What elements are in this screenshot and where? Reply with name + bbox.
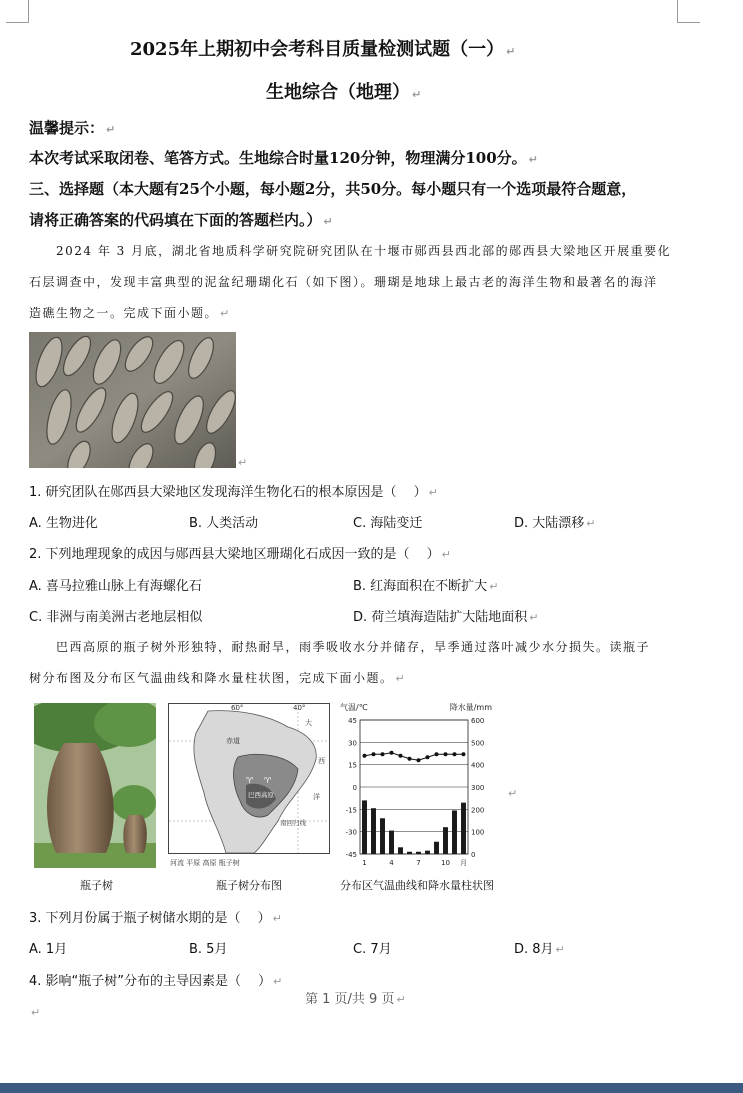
question-4-stem: 4. 影响“瓶子树”分布的主导因素是（ ） ↵ xyxy=(29,974,283,989)
temperature-point xyxy=(426,755,430,759)
chart-right-tick: 600 xyxy=(471,717,485,725)
temperature-point xyxy=(453,752,457,756)
map-label-ocean-1: 大 xyxy=(305,719,312,727)
chart-right-axis-label: 降水量/mm xyxy=(449,703,492,712)
section-heading-line2: 请将正确答案的代码填在下面的答题栏内。） ↵ xyxy=(29,211,333,229)
map-label-ocean-3: 洋 xyxy=(313,793,320,801)
question-3-option-d: D. 8月 ↵ xyxy=(514,942,565,957)
chart-x-tick: 10 xyxy=(441,859,450,867)
question-2-option-c: C. 非洲与南美洲古老地层相似 xyxy=(29,610,203,625)
chart-left-tick: -45 xyxy=(345,851,357,859)
map-label-ocean-2: 西 xyxy=(318,757,325,765)
temperature-point xyxy=(417,758,421,762)
precip-bar xyxy=(371,808,376,854)
map-label-lon60: 60° xyxy=(231,704,244,712)
question-2-option-b: B. 红海面积在不断扩大 ↵ xyxy=(353,579,499,594)
coral-fossil-image xyxy=(29,332,236,468)
chart-left-tick: 15 xyxy=(348,761,357,770)
temperature-point xyxy=(390,751,394,755)
question-3-option-c: C. 7月 xyxy=(353,942,392,957)
temperature-point xyxy=(408,757,412,761)
map-label-lon40: 40° xyxy=(293,704,306,712)
precip-bar xyxy=(407,852,412,854)
map-caption: 瓶子树分布图 xyxy=(216,879,282,892)
question-1-option-b: B. 人类活动 xyxy=(189,516,259,531)
svg-text:♈: ♈ xyxy=(264,776,272,785)
question-1-option-a: A. 生物进化 xyxy=(29,516,98,531)
page-footer: 第 1 页/共 9 页 ↵ xyxy=(305,992,406,1007)
passage2-line1: 巴西高原的瓶子树外形独特，耐热耐旱，雨季吸收水分并储存，旱季通过落叶减少水分损失。读瓶子 xyxy=(56,640,651,654)
question-1-stem: 1. 研究团队在郧西县大梁地区发现海洋生物化石的根本原因是（ ） ↵ xyxy=(29,485,438,500)
temperature-point xyxy=(381,752,385,756)
chart-right-tick: 300 xyxy=(471,784,485,792)
climate-chart xyxy=(336,700,496,872)
tree-caption: 瓶子树 xyxy=(80,879,113,892)
passage1-line1: 2024 年 3 月底，湖北省地质科学研究院研究团队在十堰市郧西县西北部的郧西县大梁地区开展重要化 xyxy=(56,244,672,258)
bottle-tree-image xyxy=(34,703,156,868)
exam-title: 2025年上期初中会考科目质量检测试题（一） ↵ xyxy=(130,39,516,60)
question-3-option-a: A. 1月 xyxy=(29,942,68,957)
chart-right-tick: 200 xyxy=(471,806,485,815)
precip-bar xyxy=(443,827,448,854)
precip-bar xyxy=(398,847,403,854)
corner-mark-right xyxy=(677,0,700,23)
map-label-tropic: 南回归线 xyxy=(280,819,306,827)
image-return-mark: ↵ xyxy=(238,456,248,469)
chart-right-tick: 500 xyxy=(471,739,485,748)
chart-right-tick: 400 xyxy=(471,761,485,770)
question-1-option-c: C. 海陆变迁 xyxy=(353,516,423,531)
passage1-line2: 石层调查中，发现丰富典型的泥盆纪珊瑚化石（如下图）。珊瑚是地球上最古老的海洋生物和最著名的海洋 xyxy=(29,275,658,289)
chart-left-tick: -30 xyxy=(345,828,357,837)
question-2-option-a: A. 喜马拉雅山脉上有海螺化石 xyxy=(29,579,202,594)
question-3-stem: 3. 下列月份属于瓶子树储水期的是（ ） ↵ xyxy=(29,911,282,926)
passage1-line3: 造礁生物之一。完成下面小题。 ↵ xyxy=(29,306,231,320)
trailing-return-mark: ↵ xyxy=(31,1006,41,1019)
passage2-line2: 树分布图及分布区气温曲线和降水量柱状图，完成下面小题。 ↵ xyxy=(29,671,407,685)
section-heading-line1: 三、选择题（本大题有25个小题，每小题2分，共50分。每小题只有一个选项最符合题意， xyxy=(29,180,637,198)
chart-left-tick: -15 xyxy=(345,806,357,815)
temperature-point xyxy=(372,752,376,756)
chart-return-mark: ↵ xyxy=(508,787,518,800)
exam-subtitle: 生地综合（地理） ↵ xyxy=(266,82,422,103)
question-3-option-b: B. 5月 xyxy=(189,942,228,957)
temperature-line xyxy=(365,753,464,760)
temperature-point xyxy=(363,754,367,758)
corner-mark-left xyxy=(6,0,29,23)
chart-right-tick: 100 xyxy=(471,828,485,837)
precip-bar xyxy=(389,831,394,854)
chart-x-tick: 4 xyxy=(389,859,394,867)
chart-left-tick: 30 xyxy=(348,739,357,748)
question-2-option-d: D. 荷兰填海造陆扩大陆地面积 ↵ xyxy=(353,610,539,625)
precip-bar xyxy=(434,842,439,854)
exam-info: 本次考试采取闭卷、笔答方式。生地综合时量120分钟，物理满分100分。 ↵ xyxy=(29,149,538,167)
chart-left-tick: 0 xyxy=(352,784,357,792)
precip-bar xyxy=(416,852,421,854)
chart-caption: 分布区气温曲线和降水量柱状图 xyxy=(340,879,494,892)
precip-bar xyxy=(452,810,457,854)
question-2-stem: 2. 下列地理现象的成因与郧西县大梁地区珊瑚化石成因一致的是（ ） ↵ xyxy=(29,547,451,562)
temperature-point xyxy=(444,752,448,756)
question-1-option-d: D. 大陆漂移 ↵ xyxy=(514,516,596,531)
temperature-point xyxy=(462,752,466,756)
temperature-point xyxy=(435,752,439,756)
precip-bar xyxy=(380,818,385,854)
window-bottom-bar xyxy=(0,1083,743,1093)
precip-bar xyxy=(425,851,430,854)
chart-x-tick: 1 xyxy=(362,859,367,867)
precip-bar xyxy=(362,800,367,854)
bottle-tree-distribution-map xyxy=(168,703,330,871)
chart-x-tick: 7 xyxy=(416,859,421,867)
map-label-equator: 赤道 xyxy=(226,737,240,745)
chart-x-unit: 月 xyxy=(460,859,467,867)
chart-right-tick: 0 xyxy=(471,851,476,859)
map-legend: 河流 平原 高原 瓶子树 xyxy=(170,859,240,867)
map-label-highland: 巴西高原 xyxy=(248,791,274,799)
chart-left-tick: 45 xyxy=(348,717,357,725)
precip-bar xyxy=(461,803,466,854)
chart-left-axis-label: 气温/℃ xyxy=(340,703,368,712)
svg-text:♈: ♈ xyxy=(246,776,254,785)
temperature-point xyxy=(399,754,403,758)
tips-label: 温馨提示： ↵ xyxy=(29,119,116,137)
